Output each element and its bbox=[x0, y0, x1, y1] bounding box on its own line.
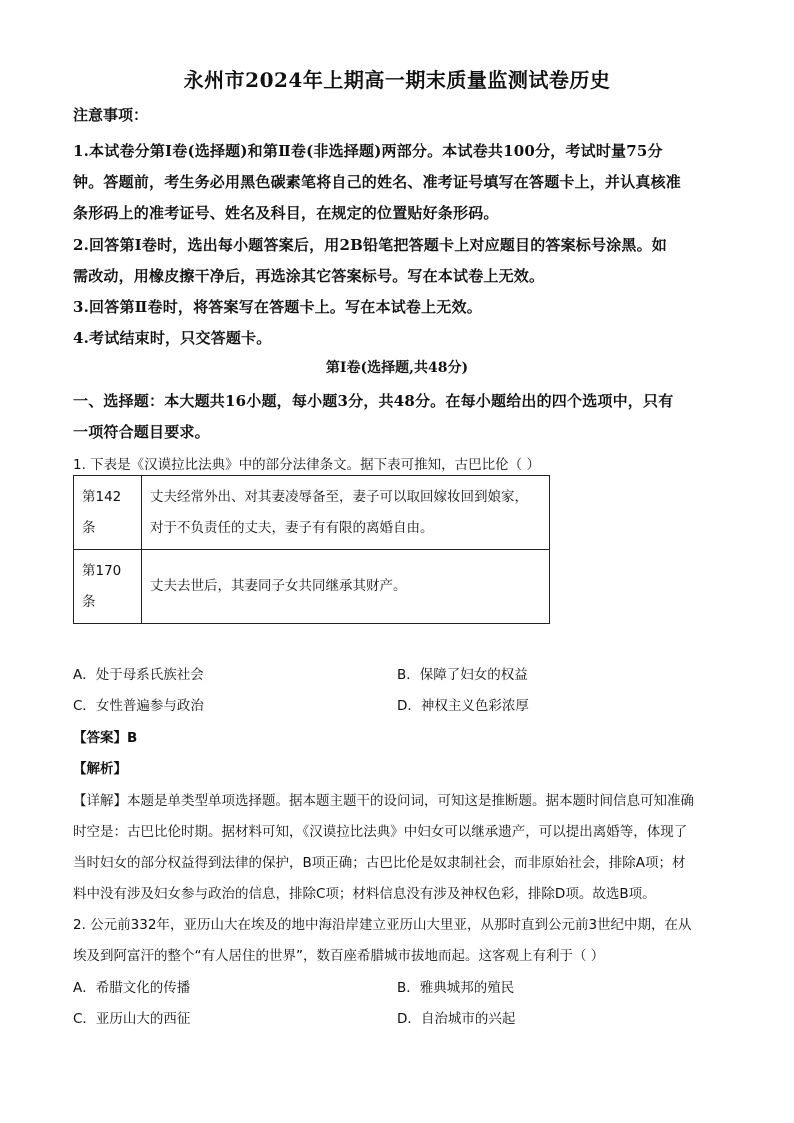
part1-instructions: 一、选择题：本大题共16小题，每小题3分，共48分。在每小题给出的四个选项中，只有 bbox=[73, 392, 674, 410]
table-row bbox=[74, 550, 550, 624]
part1-instructions: 一项符合题目要求。 bbox=[73, 423, 210, 441]
article-text: 丈夫经常外出、对其妻凌辱备至，妻子可以取回嫁妆回到娘家， 对于不负责任的丈夫，妻子有有限的离婚自由。 bbox=[142, 476, 550, 550]
option-b: B．雅典城邦的殖民 bbox=[397, 980, 515, 996]
article-number: 第142 条 bbox=[74, 476, 142, 550]
question-2-stem: 2. 公元前332年，亚历山大在埃及的地中海沿岸建立亚历山大里亚，从那时直到公元前3世纪中期，在从 bbox=[73, 917, 692, 933]
note-line: 2.回答第Ⅰ卷时，选出每小题答案后，用2B铅笔把答题卡上对应题目的答案标号涂黑。如 bbox=[73, 236, 667, 254]
option-c: C．亚历山大的西征 bbox=[73, 1011, 191, 1027]
option-a: A．处于母系氏族社会 bbox=[73, 667, 204, 683]
question-2-stem: 埃及到阿富汗的整个“有人居住的世界”，数百座希腊城市拔地而起。这客观上有利于（ ） bbox=[73, 948, 605, 964]
article-text: 丈夫去世后，其妻同子女共同继承其财产。 bbox=[142, 550, 550, 624]
option-a: A．希腊文化的传播 bbox=[73, 980, 191, 996]
option-d: D．神权主义色彩浓厚 bbox=[397, 698, 529, 714]
option-b: B．保障了妇女的权益 bbox=[397, 667, 528, 683]
note-line: 钟。答题前，考生务必用黑色碳素笔将自己的姓名、准考证号填写在答题卡上，并认真核准 bbox=[73, 173, 682, 191]
note-line: 3.回答第Ⅱ卷时，将答案写在答题卡上。写在本试卷上无效。 bbox=[73, 298, 482, 316]
notes-heading: 注意事项： bbox=[73, 106, 149, 124]
question-1-stem: 1. 下表是《汉谟拉比法典》中的部分法律条文。据下表可推知，古巴比伦（ ） bbox=[73, 457, 540, 473]
note-line: 需改动，用橡皮擦干净后，再选涂其它答案标号。写在本试卷上无效。 bbox=[73, 267, 545, 285]
note-line: 4.考试结束时，只交答题卡。 bbox=[73, 329, 272, 347]
analysis-label: 【解析】 bbox=[73, 761, 127, 777]
exam-title: 永州市2024年上期高一期末质量监测试卷历史 bbox=[183, 68, 611, 92]
table-row bbox=[74, 476, 550, 550]
detail-line: 【详解】本题是单类型单项选择题。据本题主题干的设问词，可知这是推断题。据本题时间信息可知准确 bbox=[73, 793, 694, 809]
note-line: 条形码上的准考证号、姓名及科目，在规定的位置贴好条形码。 bbox=[73, 204, 499, 222]
note-line: 1.本试卷分第Ⅰ卷(选择题)和第Ⅱ卷(非选择题)两部分。本试卷共100分，考试时量75分 bbox=[73, 142, 663, 160]
part1-title: 第Ⅰ卷(选择题,共48分) bbox=[325, 360, 469, 376]
article-number: 第170 条 bbox=[74, 550, 142, 624]
option-c: C．女性普遍参与政治 bbox=[73, 698, 204, 714]
law-table bbox=[73, 475, 550, 624]
option-d: D．自治城市的兴起 bbox=[397, 1011, 516, 1027]
answer-label: 【答案】B bbox=[73, 730, 138, 746]
detail-line: 当时妇女的部分权益得到法律的保护，B项正确；古巴比伦是奴隶制社会，而非原始社会，排除A项；材 bbox=[73, 855, 686, 871]
detail-line: 料中没有涉及妇女参与政治的信息，排除C项；材料信息没有涉及神权色彩，排除D项。故选B项。 bbox=[73, 886, 656, 902]
detail-line: 时空是：古巴比伦时期。据材料可知，《汉谟拉比法典》中妇女可以继承遗产，可以提出离婚等，体现了 bbox=[73, 824, 688, 840]
